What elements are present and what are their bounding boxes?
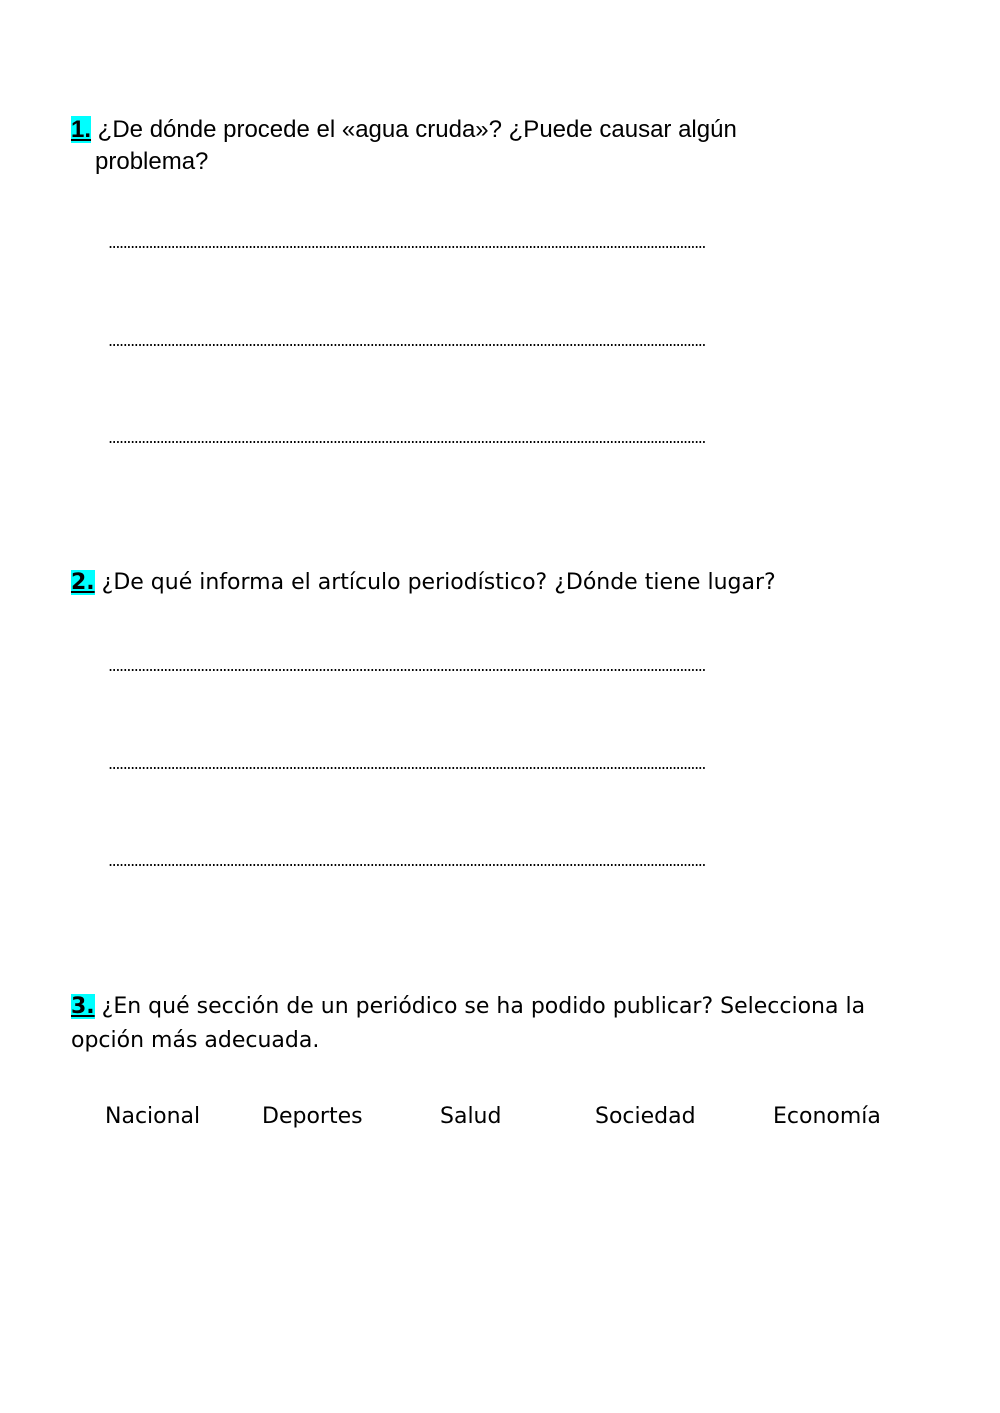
question-3-text: ¿En qué sección de un periódico se ha podido publicar? Selecciona la opción más adecuada. xyxy=(71,994,866,1053)
option-deportes[interactable]: Deportes xyxy=(262,1104,363,1129)
question-1-text-line1: ¿De dónde procede el «agua cruda»? ¿Puede causar algún xyxy=(91,116,737,143)
question-2-text: ¿De qué informa el artículo periodístico? ¿Dónde tiene lugar? xyxy=(94,570,776,595)
answer-line-2b[interactable]: .................................................................................................................................................................. xyxy=(108,754,706,773)
question-2 xyxy=(71,567,931,599)
answer-line-2a[interactable]: .................................................................................................................................................................. xyxy=(108,656,706,675)
question-1-text-line2: problema? xyxy=(95,148,209,175)
option-nacional[interactable]: Nacional xyxy=(105,1104,201,1129)
answer-line-1b[interactable]: .................................................................................................................................................................. xyxy=(108,331,706,350)
question-3-number: 3. xyxy=(71,994,95,1019)
option-sociedad[interactable]: Sociedad xyxy=(595,1104,696,1129)
question-1-number: 1. xyxy=(71,116,92,143)
answer-line-2c[interactable]: .................................................................................................................................................................. xyxy=(108,851,706,870)
option-economia[interactable]: Economía xyxy=(773,1104,881,1129)
answer-line-1c[interactable]: .................................................................................................................................................................. xyxy=(108,428,706,447)
section-options xyxy=(0,1104,1000,1138)
question-1 xyxy=(71,114,927,178)
answer-line-1a[interactable]: .................................................................................................................................................................. xyxy=(108,233,706,252)
option-salud[interactable]: Salud xyxy=(440,1104,502,1129)
question-3 xyxy=(71,990,931,1058)
question-2-number: 2. xyxy=(71,570,95,595)
